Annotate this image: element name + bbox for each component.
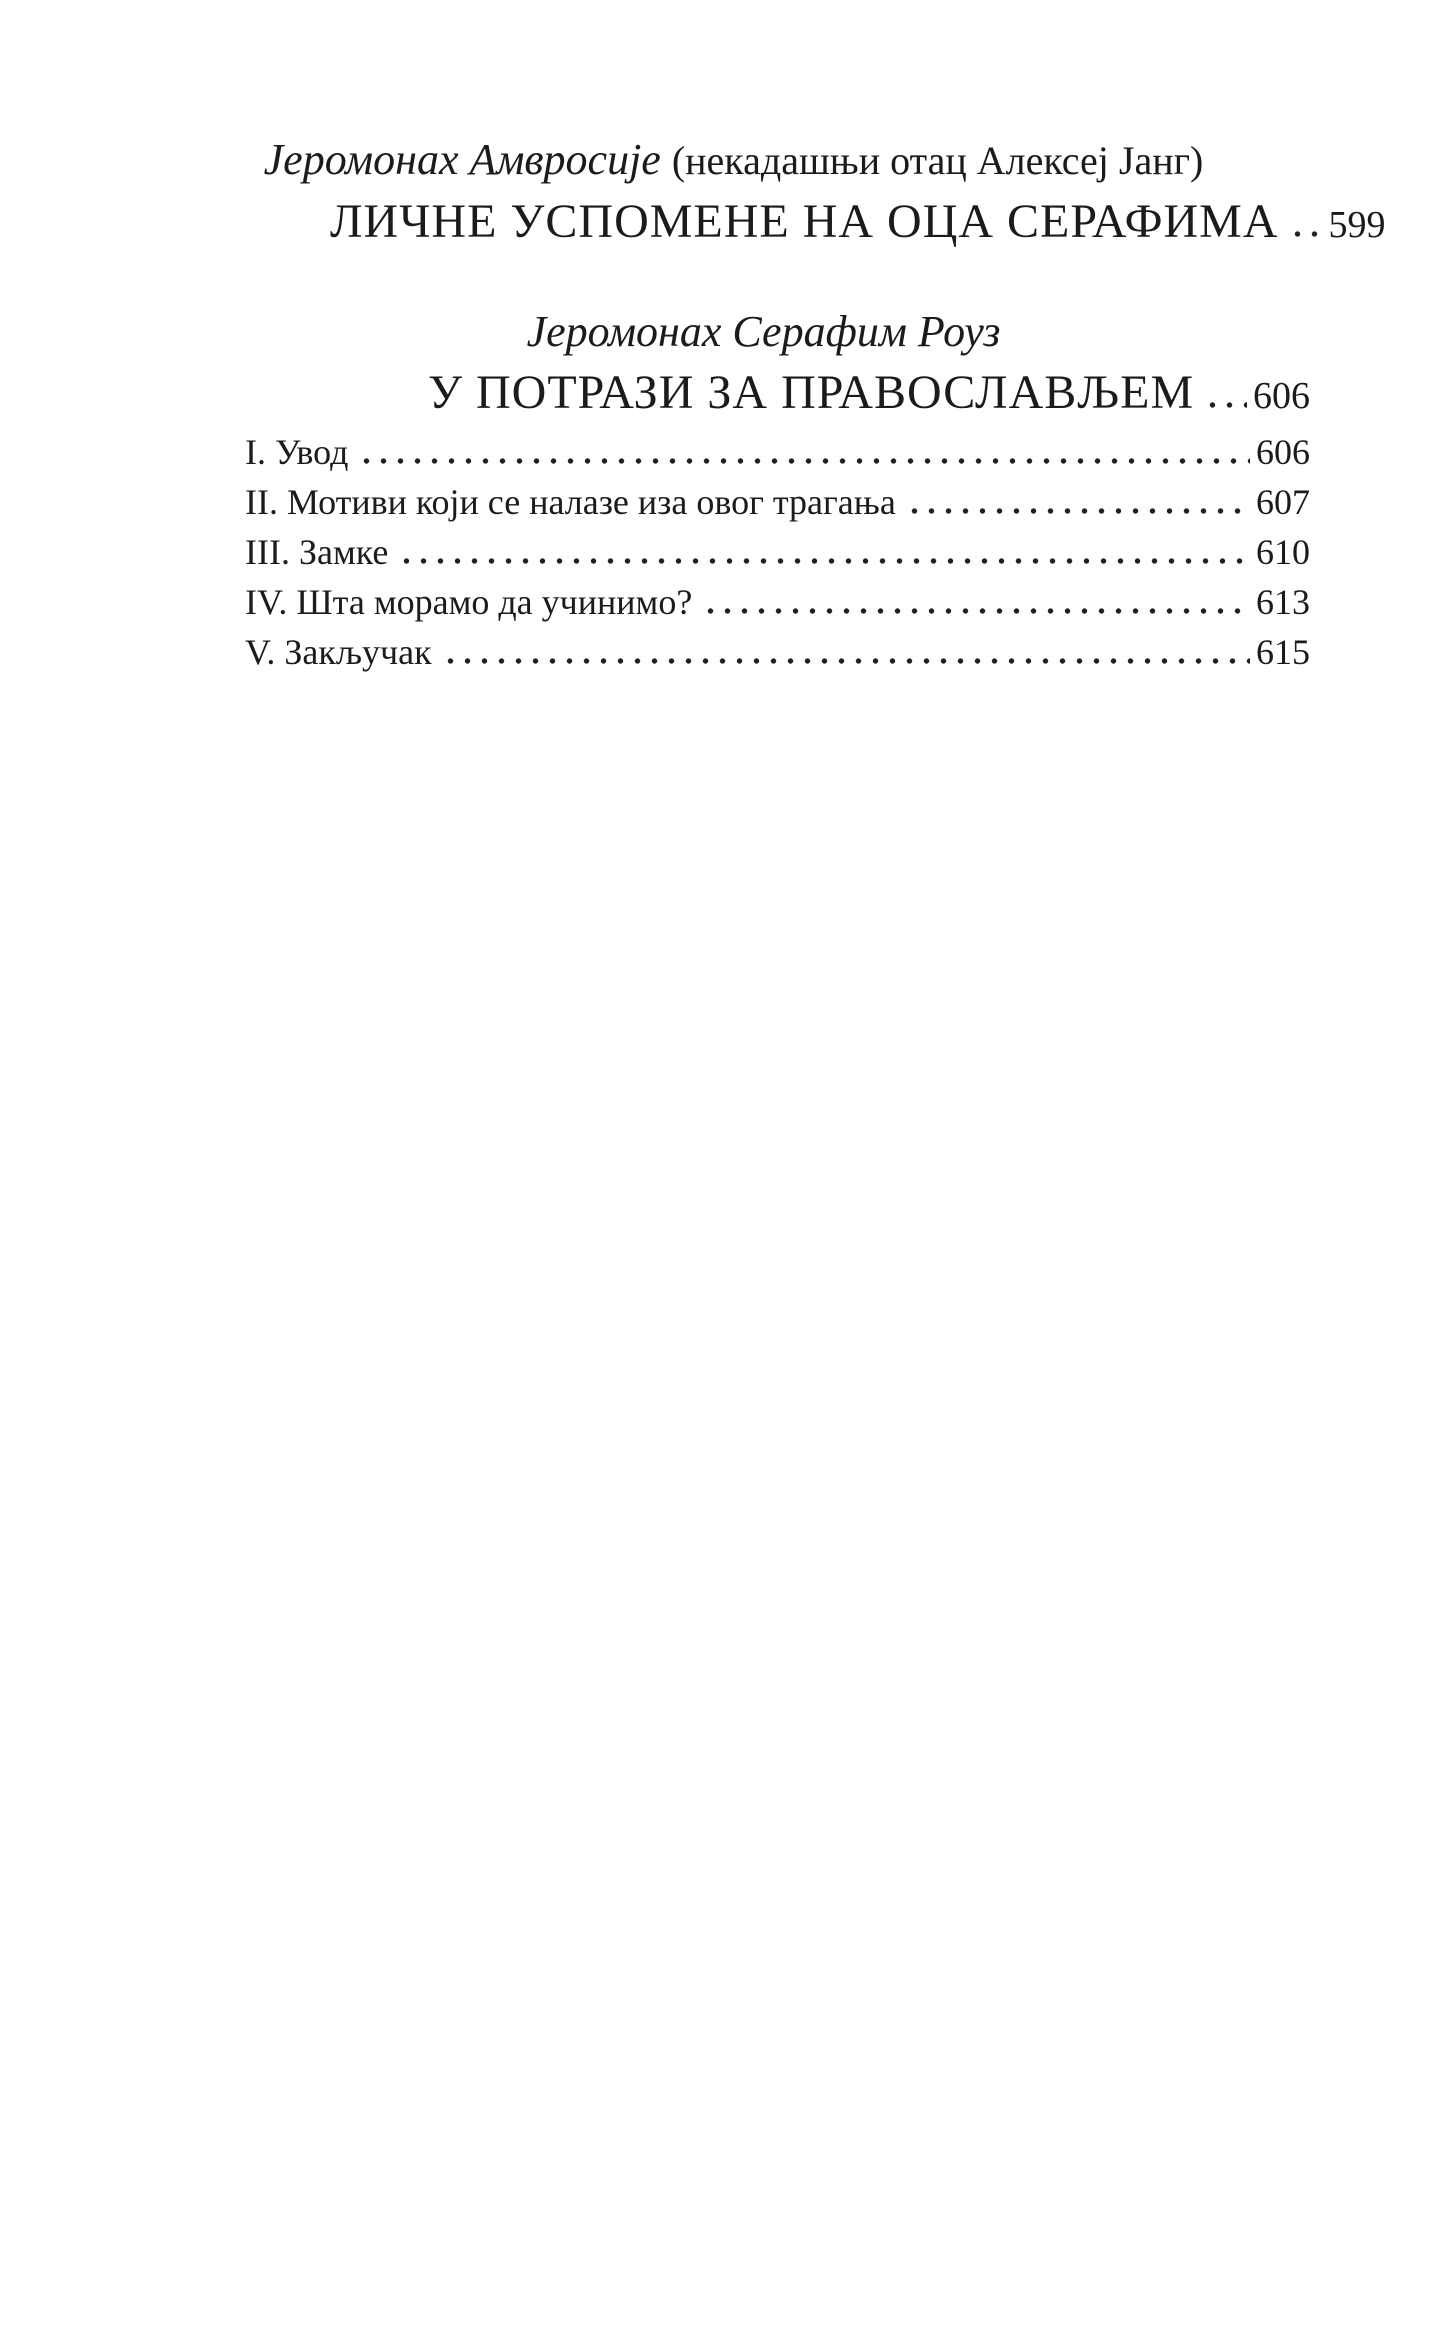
section-author-line	[245, 302, 1310, 362]
dot-leader	[1204, 402, 1247, 408]
toc-entry	[245, 477, 1310, 527]
section-gap	[245, 256, 1310, 302]
dot-leader	[702, 608, 1250, 614]
entry-label: III. Замке	[245, 532, 389, 572]
page-number: 607	[1256, 482, 1310, 522]
toc-entry	[245, 627, 1310, 677]
entry-label: I. Увод	[245, 432, 349, 472]
dot-leader	[398, 558, 1250, 564]
entry-label: II. Мотиви који се налазе иза овог трагања	[245, 482, 896, 522]
page-number: 599	[1328, 204, 1386, 246]
page-number: 613	[1256, 582, 1310, 622]
toc-entry	[245, 577, 1310, 627]
entry-label: IV. Шта морамо да учинимо?	[245, 582, 693, 622]
author-name: Јеромонах Амвросије	[263, 135, 661, 184]
toc-entry	[245, 427, 1310, 477]
entry-label: V. Закључак	[245, 632, 432, 672]
page-number: 606	[1253, 375, 1310, 417]
dot-leader	[442, 658, 1250, 664]
toc-entry	[245, 527, 1310, 577]
author-name: Јеромонах Серафим Роуз	[526, 307, 1001, 356]
dot-leader	[358, 458, 1250, 464]
dot-leader	[906, 508, 1250, 514]
page-number: 610	[1256, 532, 1310, 572]
page-number: 615	[1256, 632, 1310, 672]
section-title-row	[245, 191, 1386, 256]
dot-leader	[1289, 231, 1323, 237]
page-number: 606	[1256, 432, 1310, 472]
section-title-row	[245, 362, 1310, 427]
toc-content	[245, 130, 1386, 677]
section-title: У ПОТРАЗИ ЗА ПРАВОСЛАВЉЕМ	[428, 366, 1195, 419]
author-note: (некадашњи отац Алексеј Јанг)	[671, 138, 1204, 183]
section-author-line	[245, 130, 1310, 191]
section-title: ЛИЧНЕ УСПОМЕНЕ НА ОЦА СЕРАФИМА	[330, 195, 1279, 248]
